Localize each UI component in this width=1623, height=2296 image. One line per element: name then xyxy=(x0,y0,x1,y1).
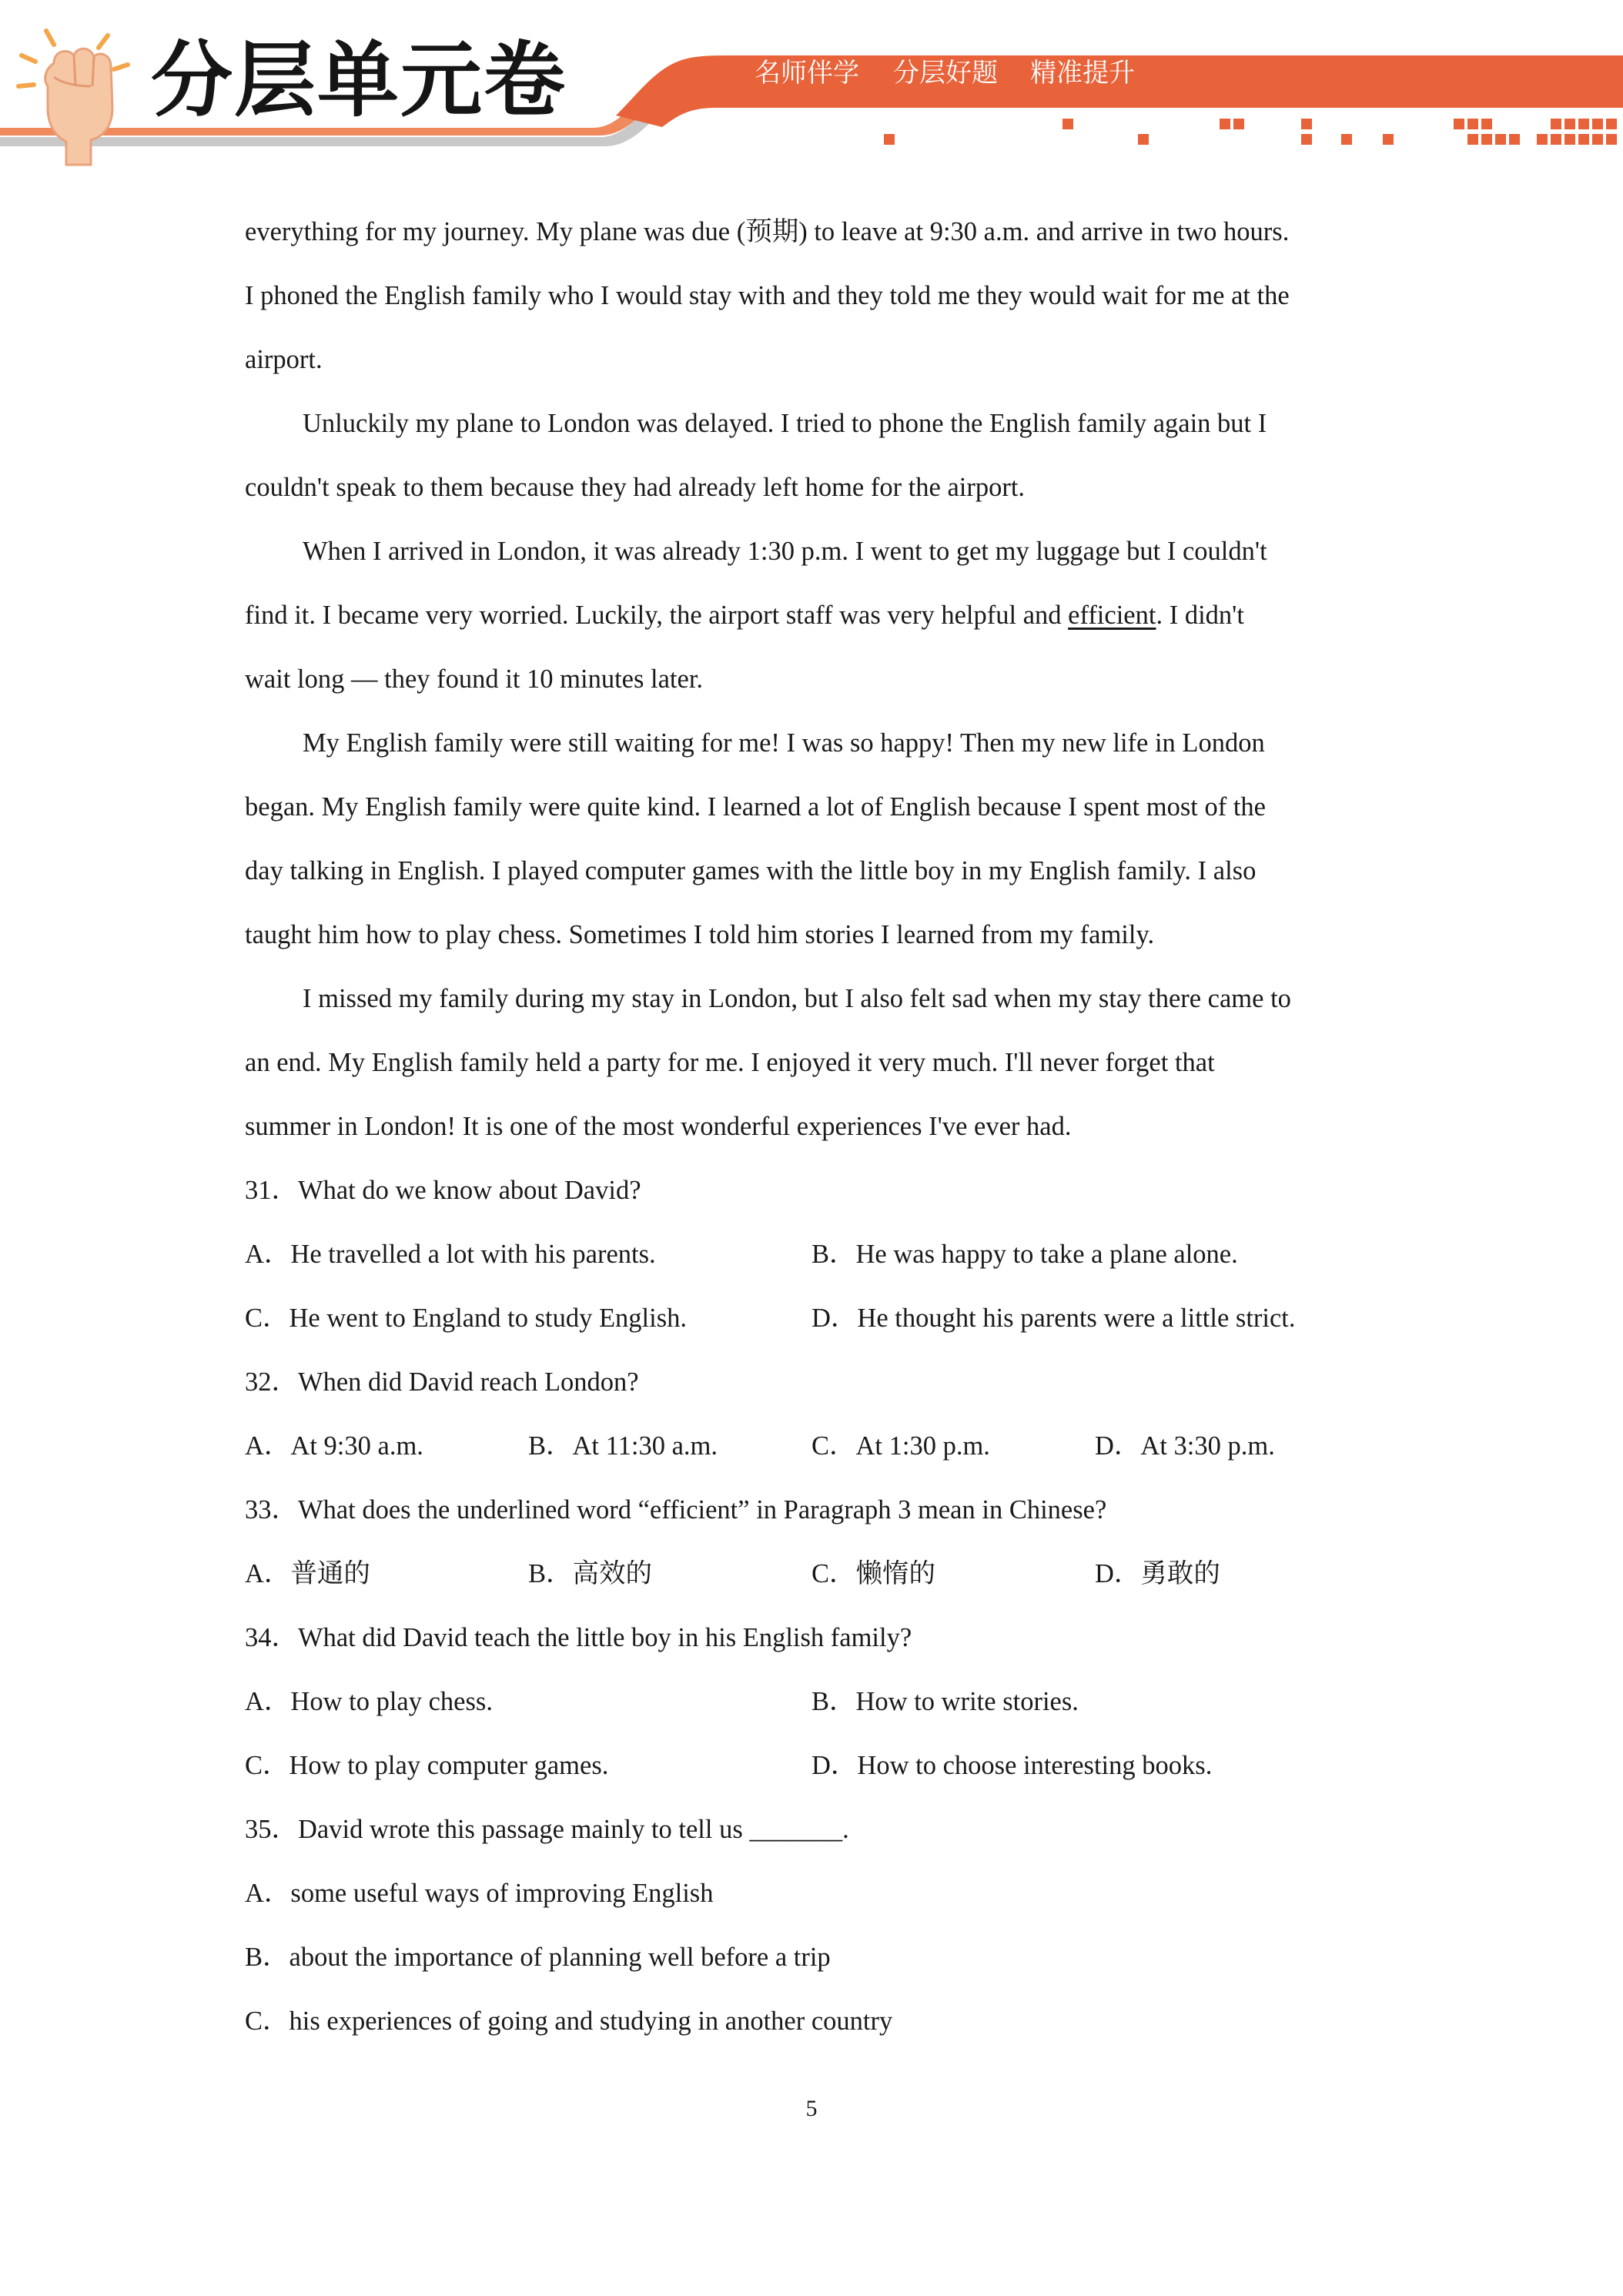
page-number: 5 xyxy=(805,2096,818,2121)
passage-line: Unluckily my plane to London was delayed. I tried to phone the English family again but I xyxy=(303,409,1267,438)
question-option: A．He travelled a lot with his parents. xyxy=(245,1240,656,1269)
passage-line: I missed my family during my stay in London, but I also felt sad when my stay there came to xyxy=(303,984,1291,1013)
question-option: B．At 11:30 a.m. xyxy=(528,1431,718,1461)
question-stem: 31．What do we know about David? xyxy=(245,1176,641,1205)
passage-text: find it. I became very worried. Luckily, the airport staff was very helpful and xyxy=(245,601,1069,630)
passage-line: airport. xyxy=(245,345,323,374)
question-option: C．How to play computer games. xyxy=(245,1751,609,1780)
question-option: D．At 3:30 p.m. xyxy=(1095,1431,1275,1461)
passage-text: . I didn't xyxy=(1156,601,1244,630)
slogan-2: 分层好题 xyxy=(893,58,998,89)
question-option: C．his experiences of going and studying in another country xyxy=(245,2006,893,2036)
page-header xyxy=(0,0,1623,177)
question-option: B．about the importance of planning well before a trip xyxy=(245,1943,831,1972)
passage-line xyxy=(245,602,1244,629)
question-stem: 33．What does the underlined word “efficient” in Paragraph 3 mean in Chinese? xyxy=(245,1495,1107,1525)
passage-line: an end. My English family held a party for me. I enjoyed it very much. I'll never forget that xyxy=(245,1048,1215,1077)
passage-line: began. My English family were quite kind. I learned a lot of English because I spent most of the xyxy=(245,792,1266,822)
question-option: C．At 1:30 p.m. xyxy=(812,1431,990,1461)
question-option: B．He was happy to take a plane alone. xyxy=(812,1240,1238,1269)
question-option: A．some useful ways of improving English xyxy=(245,1879,714,1908)
passage-line: day talking in English. I played computer games with the little boy in my English family. I also xyxy=(245,856,1257,885)
passage-line: summer in London! It is one of the most wonderful experiences I've ever had. xyxy=(245,1112,1072,1141)
brand-title: 分层单元卷 xyxy=(151,33,567,128)
passage-line: taught him how to play chess. Sometimes I told him stories I learned from my family. xyxy=(245,920,1155,949)
question-option: A．普通的 xyxy=(245,1559,370,1588)
question-option: A．At 9:30 a.m. xyxy=(245,1431,423,1461)
question-stem: 34．What did David teach the little boy in his English family? xyxy=(245,1623,912,1652)
slogan-1: 名师伴学 xyxy=(755,58,859,89)
underlined-word: efficient xyxy=(1068,601,1156,630)
question-option: A．How to play chess. xyxy=(245,1687,493,1716)
passage-line: My English family were still waiting for me! I was so happy! Then my new life in London xyxy=(303,728,1265,758)
question-option: D．He thought his parents were a little strict. xyxy=(812,1304,1296,1333)
passage-line: couldn't speak to them because they had already left home for the airport. xyxy=(245,473,1026,502)
question-option: C．懒惰的 xyxy=(812,1559,936,1588)
passage-line: everything for my journey. My plane was due (预期) to leave at 9:30 a.m. and arrive in two hours. xyxy=(245,217,1290,246)
passage-line: When I arrived in London, it was already 1:30 p.m. I went to get my luggage but I couldn't xyxy=(303,537,1267,566)
question-option: D．勇敢的 xyxy=(1095,1559,1220,1588)
question-stem: 35．David wrote this passage mainly to tell us _______. xyxy=(245,1815,849,1844)
question-option: B．高效的 xyxy=(528,1559,653,1588)
passage-line: wait long — they found it 10 minutes later. xyxy=(245,664,704,694)
question-option: D．How to choose interesting books. xyxy=(812,1751,1213,1780)
question-stem: 32．When did David reach London? xyxy=(245,1367,639,1397)
question-option: C．He went to England to study English. xyxy=(245,1304,688,1333)
passage-line: I phoned the English family who I would stay with and they told me they would wait for me at the xyxy=(245,281,1290,310)
decorative-squares xyxy=(884,119,1617,145)
question-option: B．How to write stories. xyxy=(812,1687,1079,1716)
slogan-3: 精准提升 xyxy=(1030,58,1135,89)
